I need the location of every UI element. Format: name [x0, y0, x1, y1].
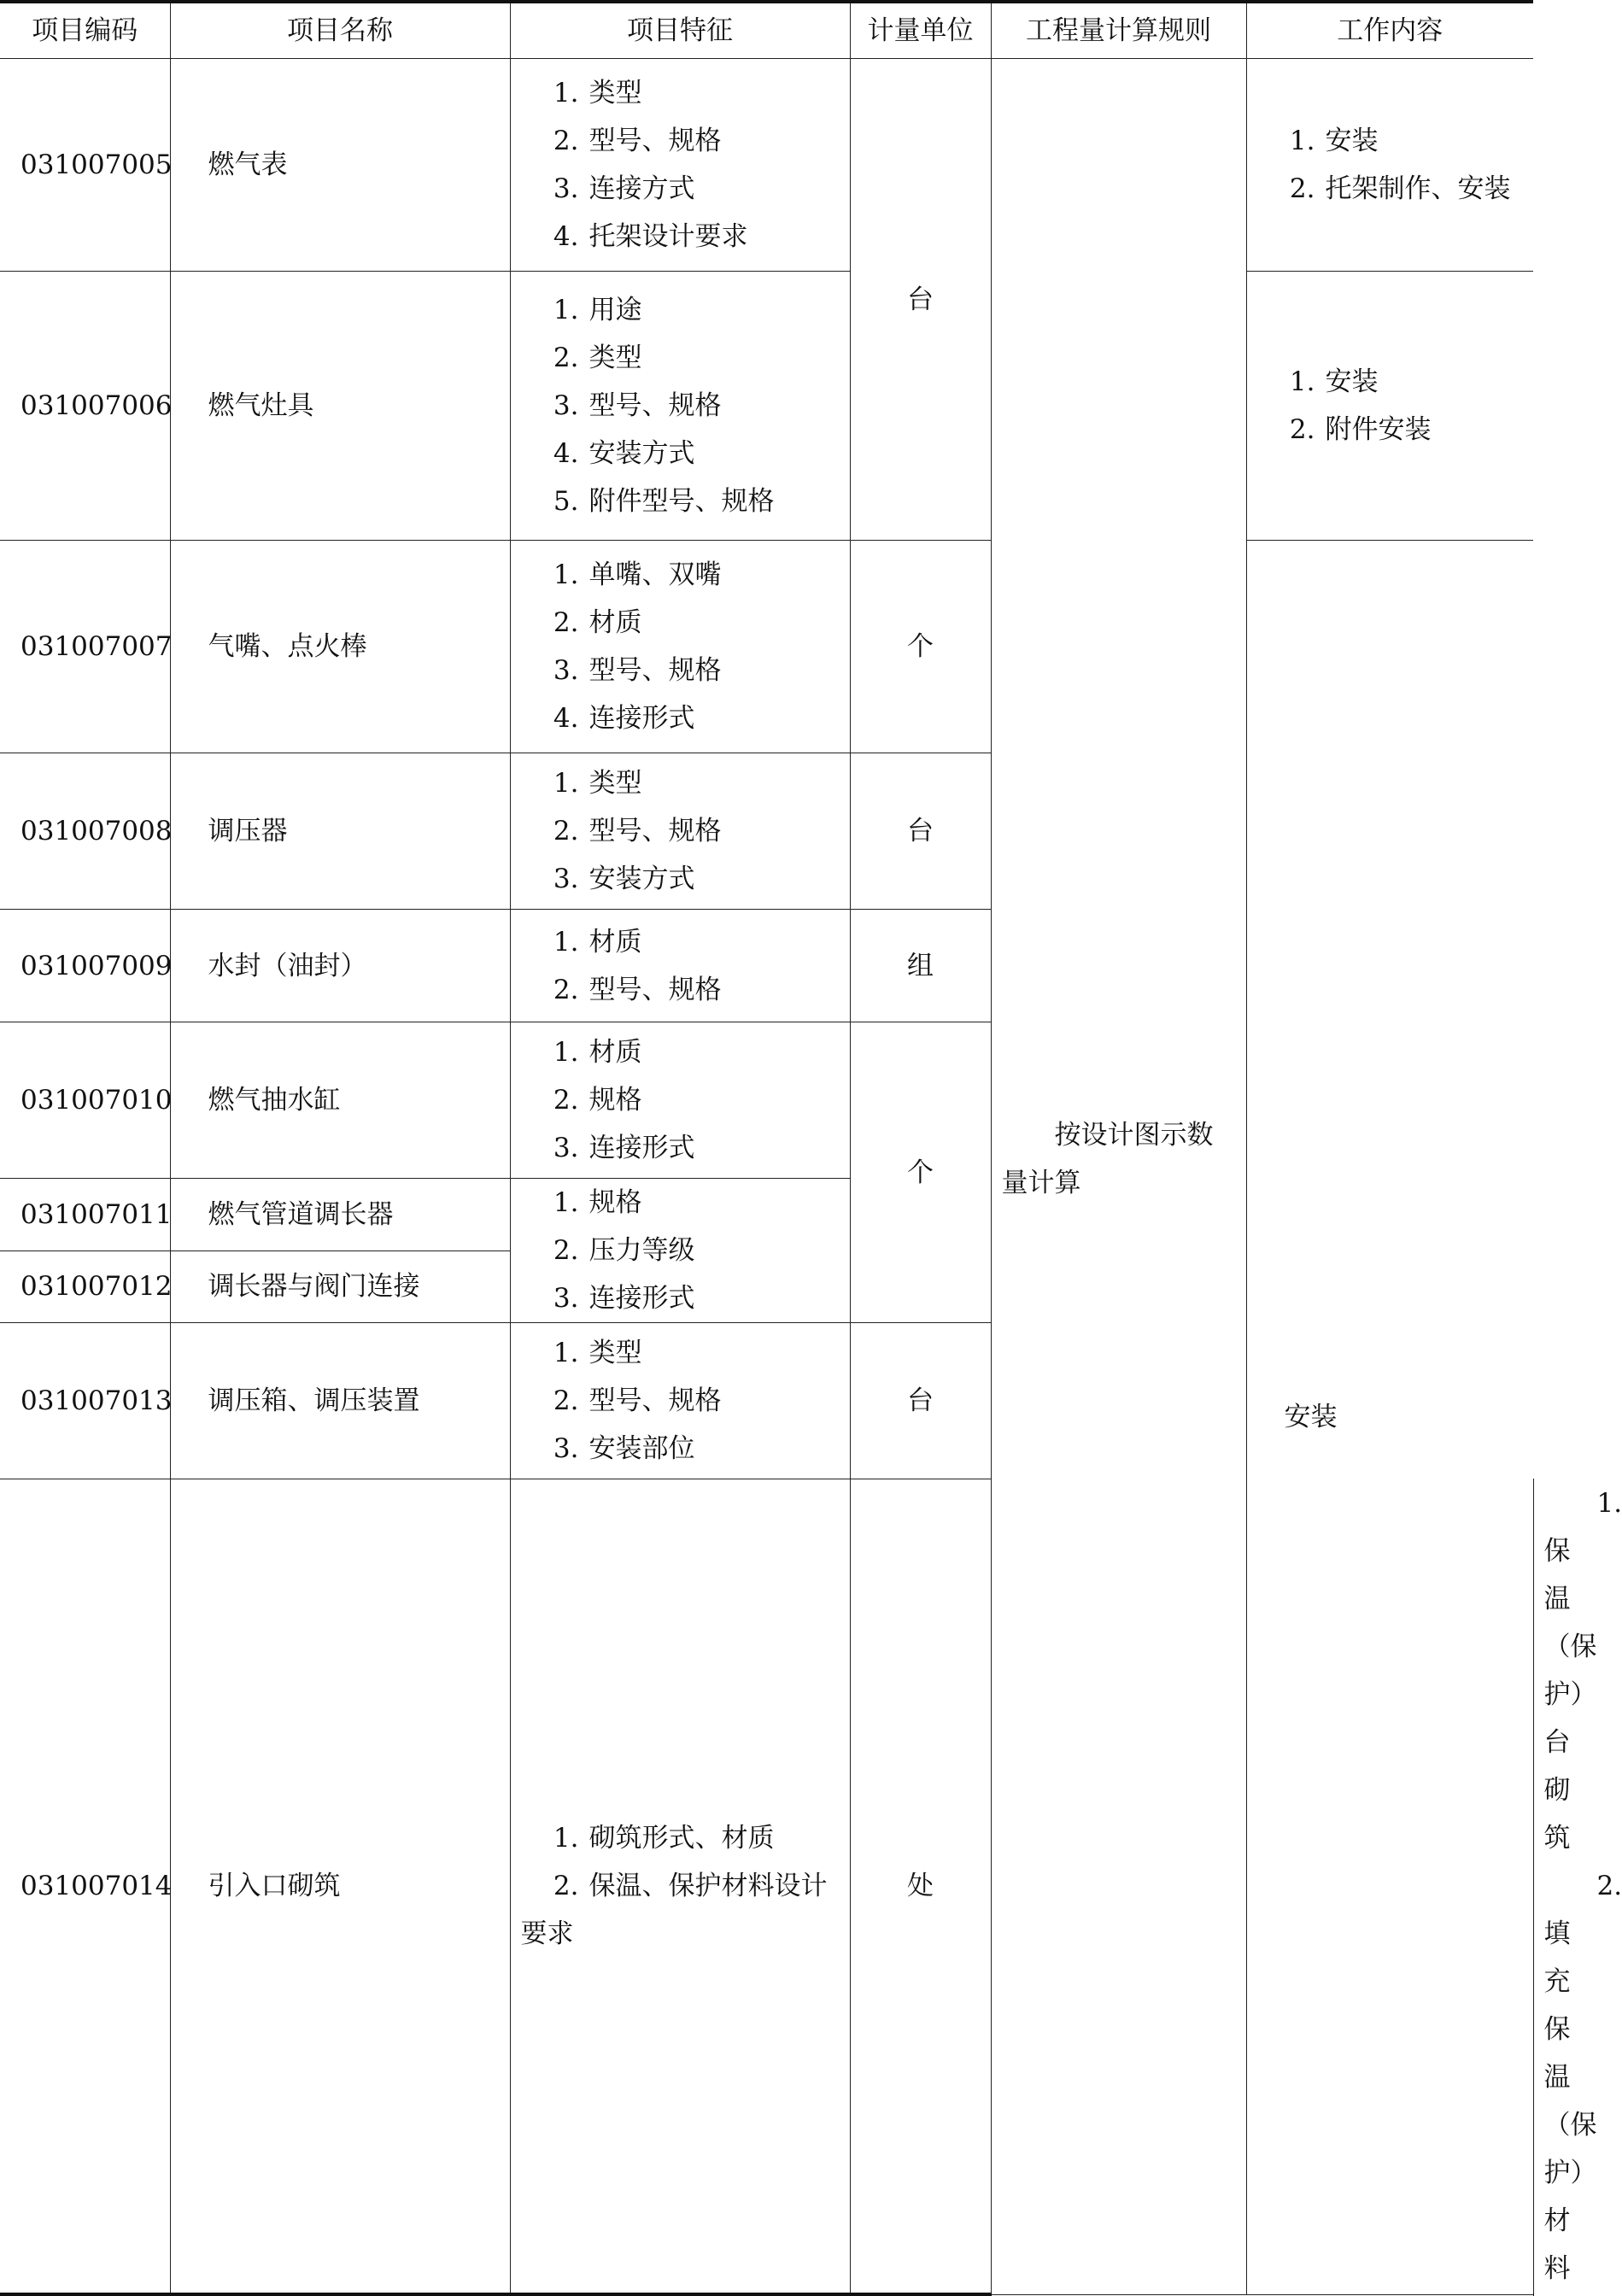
table-row: [0, 541, 1533, 753]
item-code: 031007007: [0, 541, 170, 753]
item-name: 燃气抽水缸: [170, 1022, 510, 1179]
item-name: 气嘴、点火棒: [170, 541, 510, 753]
header-features: 项目特征: [510, 2, 850, 59]
item-features: 1. 类型 2. 型号、规格 3. 安装部位: [510, 1323, 850, 1479]
item-code: 031007005: [0, 59, 170, 272]
table-row: [0, 59, 1533, 272]
item-code: 031007009: [0, 910, 170, 1022]
item-name: 调压箱、调压装置: [170, 1323, 510, 1479]
header-code: 项目编码: [0, 2, 170, 59]
item-unit: 处: [850, 1479, 991, 2295]
item-work: 1. 安装 2. 托架制作、安装: [1246, 59, 1533, 272]
item-unit: 个: [850, 1022, 991, 1323]
item-code: 031007010: [0, 1022, 170, 1179]
item-code: 031007014: [0, 1479, 170, 2295]
item-features: 1. 材质 2. 型号、规格: [510, 910, 850, 1022]
item-features: 1. 砌筑形式、材质 2. 保温、保护材料设计要求: [510, 1479, 850, 2295]
item-name: 引入口砌筑: [170, 1479, 510, 2295]
item-features: 1. 类型 2. 型号、规格 3. 连接方式 4. 托架设计要求: [510, 59, 850, 272]
item-code: 031007013: [0, 1323, 170, 1479]
header-row: [0, 2, 1533, 59]
calc-rule: 按设计图示数量计算: [991, 59, 1246, 2295]
item-name: 燃气表: [170, 59, 510, 272]
item-name: 燃气灶具: [170, 272, 510, 541]
item-features: 1. 材质 2. 规格 3. 连接形式: [510, 1022, 850, 1179]
item-name: 调长器与阀门连接: [170, 1250, 510, 1323]
table-row: 031007014 引入口砌筑 1. 砌筑形式、材质 2. 保温、保护材料设计要求 处 1. 保温（保护）台砌筑 2. 填充保温（保护）材料: [0, 1479, 1533, 2295]
item-unit: 组: [850, 910, 991, 1022]
item-work: 安装: [1246, 541, 1533, 2295]
item-unit: 台: [850, 1323, 991, 1479]
item-name: 水封（油封）: [170, 910, 510, 1022]
item-unit: 台: [850, 753, 991, 910]
item-unit: 台: [850, 59, 991, 541]
item-features: 1. 用途 2. 类型 3. 型号、规格 4. 安装方式 5. 附件型号、规格: [510, 272, 850, 541]
header-work: 工作内容: [1246, 2, 1533, 59]
item-features: 1. 单嘴、双嘴 2. 材质 3. 型号、规格 4. 连接形式: [510, 541, 850, 753]
header-rule: 工程量计算规则: [991, 2, 1246, 59]
item-unit: 个: [850, 541, 991, 753]
item-code: 031007008: [0, 753, 170, 910]
item-work: 1. 安装 2. 附件安装: [1246, 272, 1533, 541]
header-name: 项目名称: [170, 2, 510, 59]
item-code: 031007012: [0, 1250, 170, 1323]
item-code: 031007011: [0, 1179, 170, 1251]
header-unit: 计量单位: [850, 2, 991, 59]
table-row: [0, 272, 1533, 541]
item-features: 1. 类型 2. 型号、规格 3. 安装方式: [510, 753, 850, 910]
item-name: 调压器: [170, 753, 510, 910]
item-features: 1. 规格 2. 压力等级 3. 连接形式: [510, 1179, 850, 1323]
item-code: 031007006: [0, 272, 170, 541]
item-name: 燃气管道调长器: [170, 1179, 510, 1251]
